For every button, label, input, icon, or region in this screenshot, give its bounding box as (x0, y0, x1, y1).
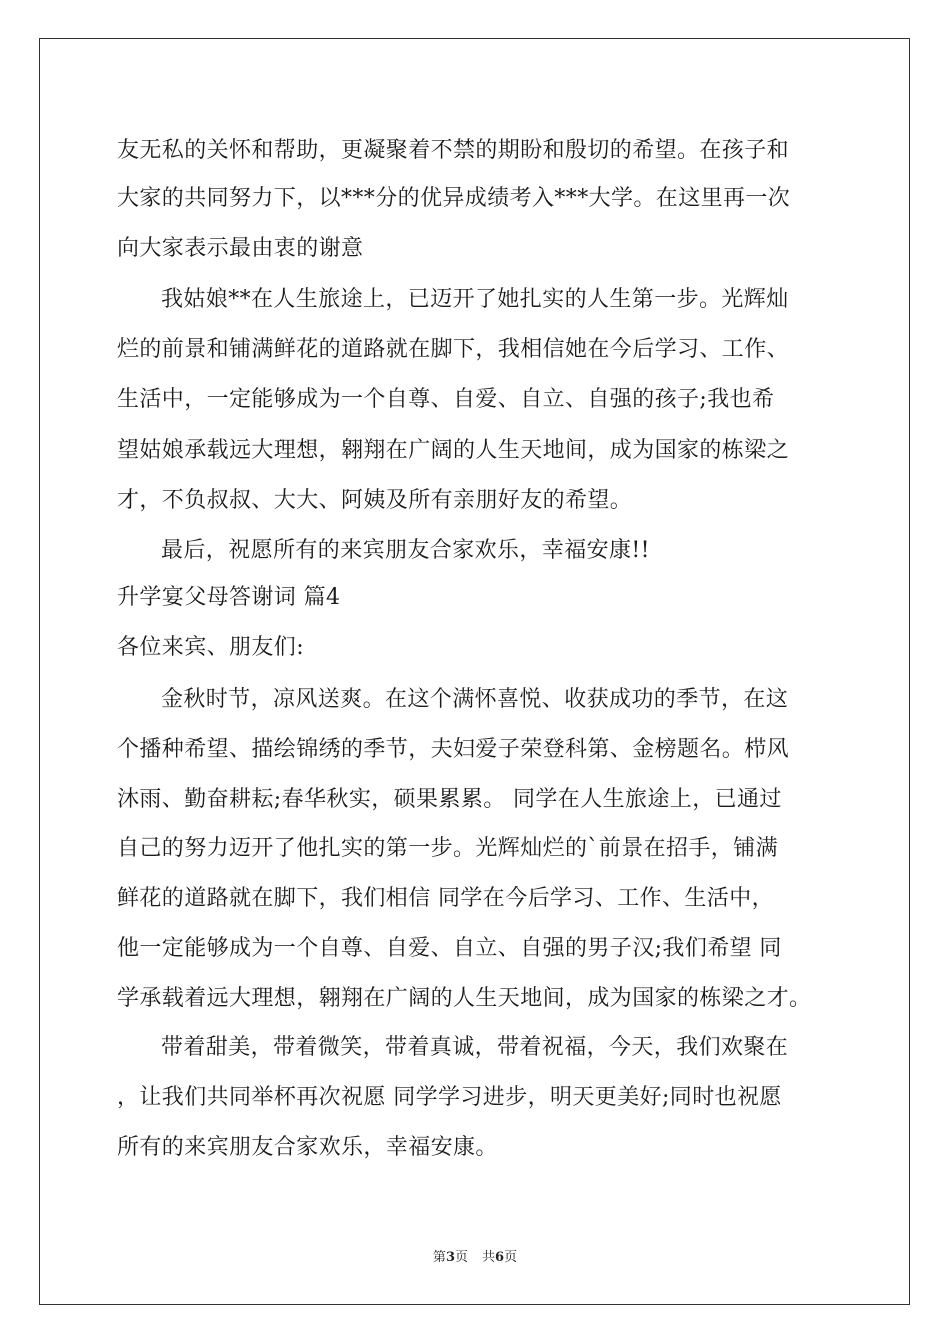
total-suffix: 页 (504, 1250, 518, 1265)
page-prefix: 第 (432, 1250, 446, 1265)
total-pages: 6 (495, 1250, 505, 1265)
paragraph-line: 望姑娘承载远大理想，翱翔在广阔的人生天地间，成为国家的栋梁之 (117, 438, 790, 463)
paragraph-line: 他一定能够成为一个自尊、自爱、自立、自强的男子汉;我们希望 同 (117, 936, 782, 961)
paragraph-line: ，让我们共同举杯再次祝愿 同学学习进步，明天更美好;同时也祝愿 (117, 1085, 782, 1110)
paragraph-line: 沐雨、勤奋耕耘;春华秋实，硕果累累。 同学在人生旅途上，已通过 (117, 787, 782, 812)
page-suffix: 页 (454, 1250, 468, 1265)
salutation: 各位来宾、朋友们: (117, 635, 305, 660)
page-number (433, 1250, 468, 1266)
paragraph-line: 向大家表示最由衷的谢意 (117, 236, 364, 261)
page-border (39, 38, 910, 1305)
paragraph-line: 自己的努力迈开了他扎实的第一步。光辉灿烂的`前景在招手，铺满 (117, 836, 779, 861)
paragraph-line: 友无私的关怀和帮助，更凝聚着不禁的期盼和殷切的希望。在孩子和 (117, 138, 790, 163)
paragraph-line: 大家的共同努力下，以***分的优异成绩考入***大学。在这里再一次 (117, 186, 791, 211)
paragraph-line: 烂的前景和铺满鲜花的道路就在脚下，我相信她在今后学习、工作、 (117, 337, 790, 362)
paragraph-line: 所有的来宾朋友合家欢乐，幸福安康。 (117, 1135, 498, 1160)
paragraph-line: 生活中，一定能够成为一个自尊、自爱、自立、自强的孩子;我也希 (117, 387, 775, 412)
paragraph-line: 才，不负叔叔、大大、阿姨及所有亲朋好友的希望。 (117, 488, 633, 513)
paragraph-line: 我姑娘**在人生旅途上，已迈开了她扎实的人生第一步。光辉灿 (161, 287, 789, 312)
paragraph-line: 学承载着远大理想，翱翔在广阔的人生天地间，成为国家的栋梁之才。 (117, 986, 812, 1011)
paragraph-line: 带着甜美，带着微笑，带着真诚，带着祝福，今天，我们欢聚在 (161, 1035, 789, 1060)
section-heading: 升学宴父母答谢词 篇4 (117, 585, 341, 610)
paragraph-line: 个播种希望、描绘锦绣的季节，夫妇爱子荣登科第、金榜题名。栉风 (117, 737, 790, 762)
current-page: 3 (445, 1250, 455, 1265)
page-total (482, 1250, 517, 1266)
paragraph-line: 鲜花的道路就在脚下，我们相信 同学在今后学习、工作、生活中， (117, 886, 774, 911)
page-footer (0, 1250, 950, 1266)
paragraph-line: 金秋时节，凉风送爽。在这个满怀喜悦、收获成功的季节，在这 (161, 687, 789, 712)
paragraph-line: 最后，祝愿所有的来宾朋友合家欢乐，幸福安康!! (161, 538, 650, 563)
total-prefix: 共 (482, 1250, 496, 1265)
